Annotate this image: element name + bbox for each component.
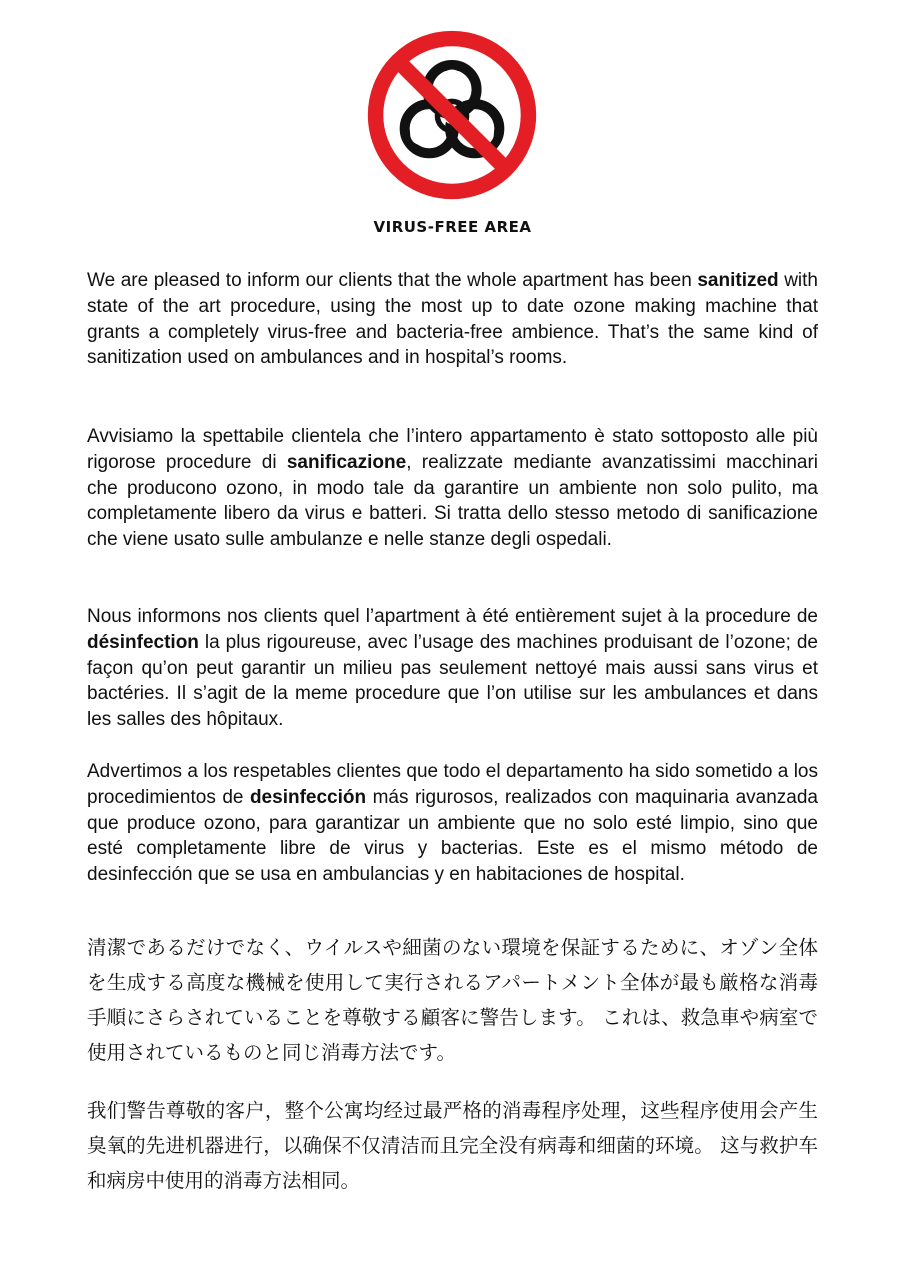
- emphasis-word: desinfección: [249, 786, 367, 808]
- sign-caption: VIRUS-FREE AREA: [373, 218, 532, 236]
- paragraph-text: with state of the art procedure, using the most up to date ozone making machine that grants a completely virus-free and bacteria-free ambience. That’s the same kind of sanitization used on ambulances and in hospital’s rooms.: [87, 270, 818, 369]
- no-biohazard-icon: [361, 24, 543, 206]
- paragraph-italian: [87, 424, 818, 553]
- emphasis-word: désinfection: [87, 631, 199, 653]
- paragraph-text: We are pleased to inform our clients that the whole apartment has been: [87, 270, 698, 291]
- paragraph-japanese: 清潔であるだけでなく、ウイルスや細菌のない環境を保証するために、オゾン全体を生成する高度な機械を使用して実行されるアパートメント全体が最も厳格な消毒手順にさらされていることを尊敬する顧客に警告します。 これは、救急車や病室で使用されているものと同じ消毒方法です。: [87, 936, 818, 1064]
- paragraph-chinese: 我们警告尊敬的客户，整个公寓均经过最严格的消毒程序处理，这些程序使用会产生臭氧的先进机器进行，以确保不仅清洁而且完全没有病毒和细菌的环境。 这与救护车和病房中使用的消毒方法相同。: [87, 1099, 818, 1192]
- paragraph-english: [87, 268, 818, 371]
- paragraph-text: , realizzate mediante avanzatissimi macchinari che producono ozono, in modo tale da garantire un ambiente non solo pulito, ma completamente libero da virus e batteri. Si tratta dello stesso metodo di sanificazione che viene usato sulle ambulanze e nelle stanze degli ospedali.: [87, 451, 818, 551]
- paragraph-text: Advertimos a los respetables clientes que todo el departamento ha sido sometido a los procedimientos de: [87, 761, 818, 808]
- paragraph-text: la plus rigoureuse, avec l’usage des machines produisant de l’ozone; de façon qu’on peut garantir un milieu pas seulement nettoyé mais aussi sans virus et bactéries. Il s’agit de la meme procedure que l’on utilise sur les ambulances et dans les salles des hôpitaux.: [87, 631, 818, 731]
- emphasis-word: sanitized: [697, 270, 779, 291]
- paragraph-text: más rigurosos, realizados con maquinaria avanzada que produce ozono, para garantizar un ambiente que no solo esté limpio, sino que esté completamente libre de virus y bacterias. Este es el mismo método de desinfección que se usa en ambulancias y en habitaciones de hospital.: [87, 786, 818, 886]
- emphasis-word: sanificazione: [286, 451, 407, 473]
- paragraph-text: Nous informons nos clients quel l’apartment à été entièrement sujet à la procedure de: [87, 606, 818, 627]
- virus-free-sign: [361, 24, 543, 206]
- paragraph-french: [87, 604, 818, 733]
- paragraph-spanish: [87, 759, 818, 888]
- paragraph-text: Avvisiamo la spettabile clientela che l’intero appartamento è stato sottoposto alle più rigorose procedure di: [87, 426, 818, 473]
